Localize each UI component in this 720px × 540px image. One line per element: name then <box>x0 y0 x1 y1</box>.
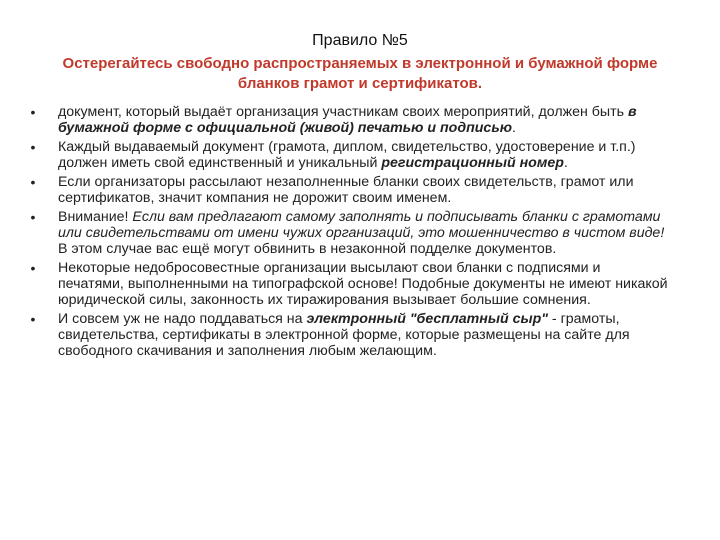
bullet-text: документ, который выдаёт организация участникам своих мероприятий, должен быть <box>58 104 628 120</box>
bullet-text-end: В этом случае вас ещё могут обвинить в незаконной подделке документов. <box>58 241 557 257</box>
bullet-text-end: . <box>512 120 516 136</box>
bullet-icon: • <box>30 174 36 190</box>
title-block <box>40 30 680 94</box>
rule-subtitle: Остерегайтесь свободно распространяемых в электронной и бумажной форме бланков грамот и сертификатов. <box>62 55 658 92</box>
bullet-emphasis: электронный "бесплатный сыр" <box>306 311 548 327</box>
list-item <box>28 209 668 257</box>
list-item <box>28 139 668 171</box>
bullet-emphasis: регистрационный номер <box>381 155 564 171</box>
list-item <box>28 104 668 136</box>
list-item <box>28 311 668 359</box>
bullet-icon: • <box>30 104 36 120</box>
bullet-icon: • <box>30 139 36 155</box>
bullet-text: Некоторые недобросовестные организации высылают свои бланки с подписями и печатями, выполненными на типографской основе! Подобные документы не имеют никакой юридической силы, законность их тиражирования вызывает большие сомнения. <box>58 260 668 308</box>
bullet-icon: • <box>30 311 36 327</box>
bullet-text: Каждый выдаваемый документ (грамота, диплом, свидетельство, удостоверение и т.п.) должен иметь свой единственный и уникальный <box>58 139 636 171</box>
list-item <box>28 260 668 308</box>
list-item <box>28 174 668 206</box>
bullet-emphasis: Если вам предлагают самому заполнять и подписывать бланки с грамотами или свидетельствами от имени чужих организаций, это мошенничество в чистом виде! <box>58 209 665 241</box>
bullet-icon: • <box>30 260 36 276</box>
bullet-text-end: . <box>563 155 568 171</box>
bullet-text: И совсем уж не надо поддаваться на <box>58 311 307 327</box>
bullet-text: Внимание! <box>58 209 133 225</box>
bullet-text-end: - грамоты, свидетельства, сертификаты в электронной форме, которые размещены на сайте для свободного скачивания и заполнения любым желающим. <box>58 311 630 359</box>
bullet-list <box>28 104 668 362</box>
bullet-emphasis: в бумажной форме с официальной (живой) печатью и подписью <box>58 104 637 136</box>
rule-title: Правило №5 <box>312 32 408 49</box>
bullet-text: Если организаторы рассылают незаполненные бланки своих свидетельств, грамот или сертификатов, значит компания не дорожит своим именем. <box>58 174 634 206</box>
bullet-icon: • <box>30 209 36 225</box>
